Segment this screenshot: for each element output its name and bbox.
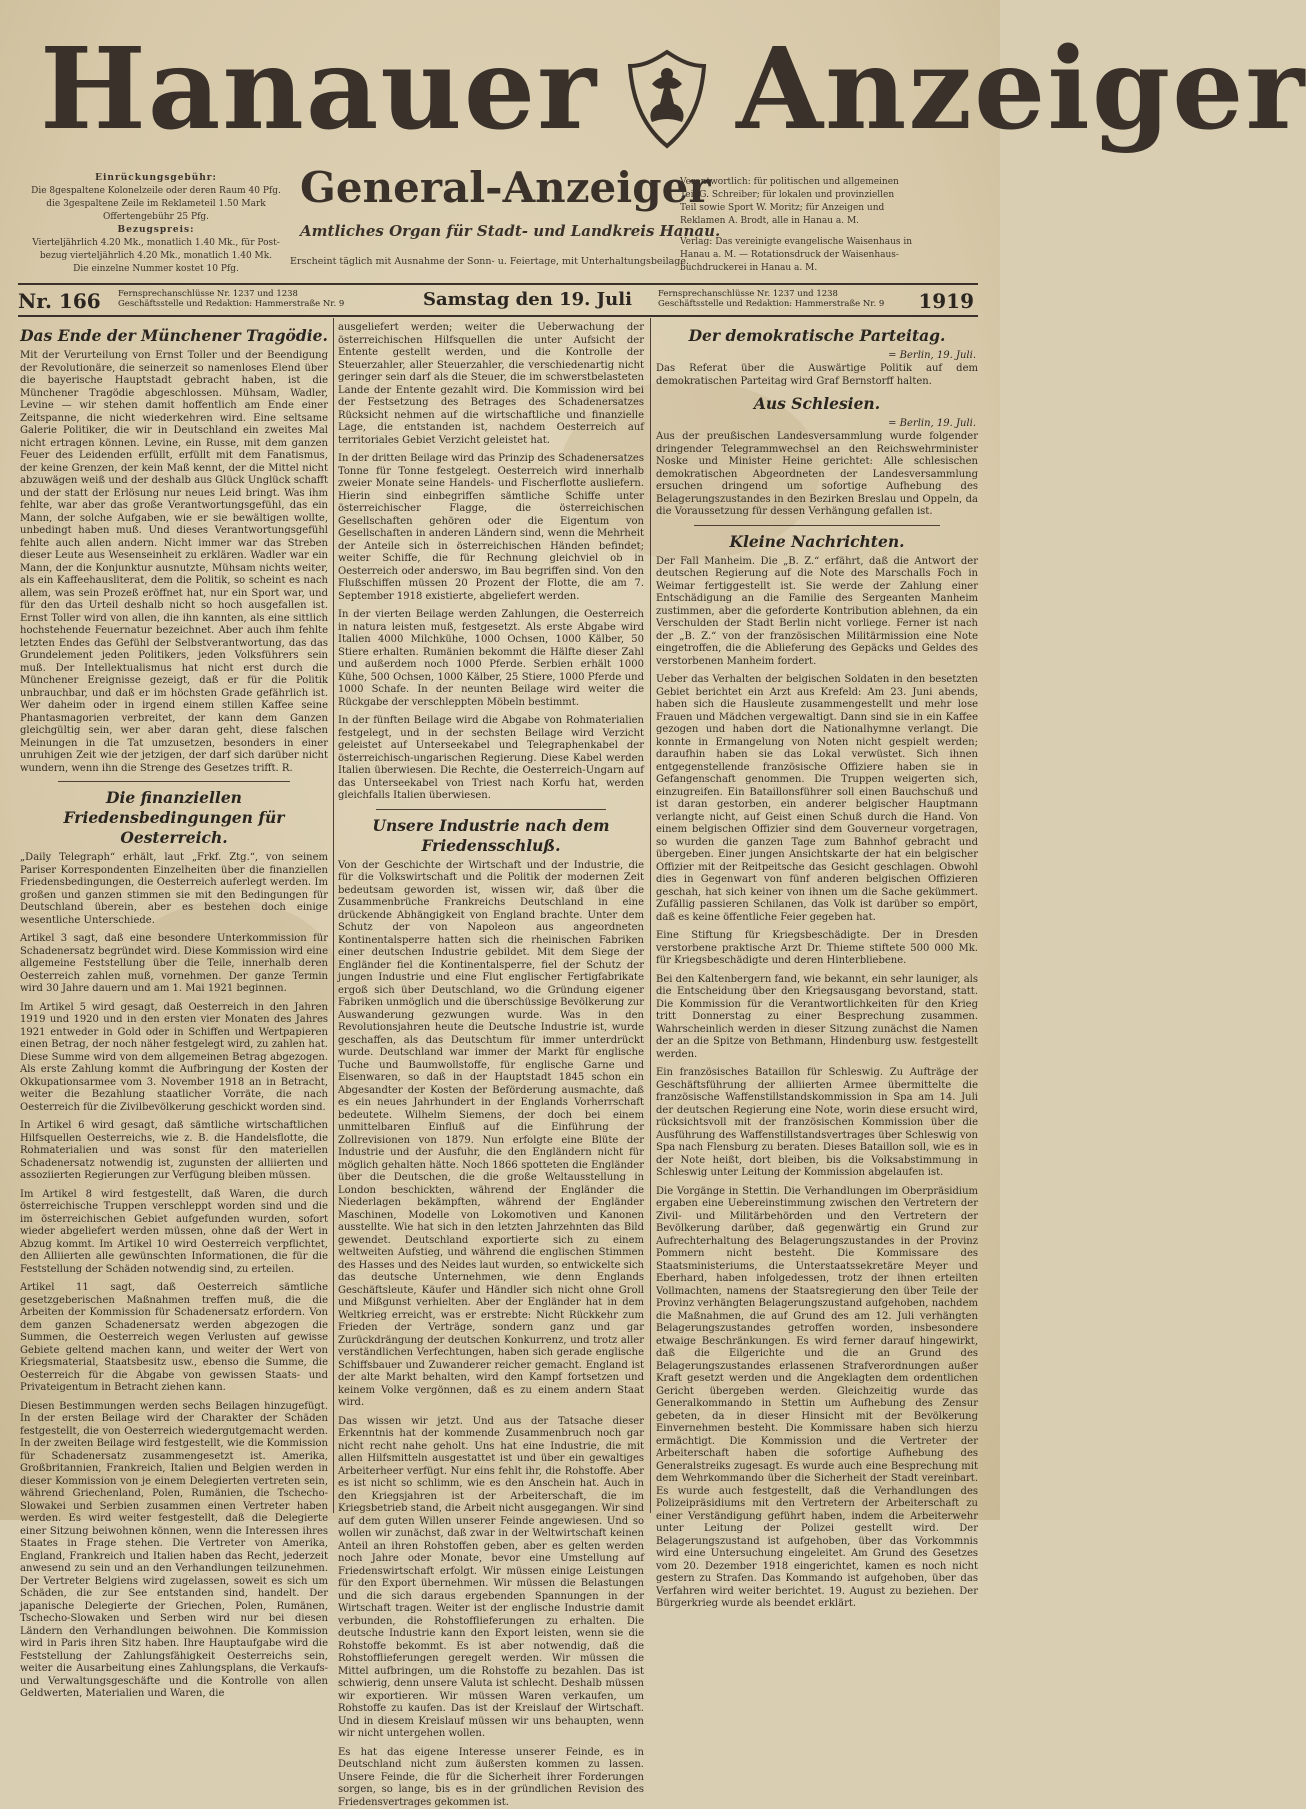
- article-paragraph: Artikel 3 sagt, daß eine besondere Unterkommission für Schadenersatz begründet wird. Diese Kommission wird eine allgemeine Feststellung über die Teile, innerhalb deren Oesterreich zahlen muß, vornehmen. Der ganze Termin wird 30 Jahre dauern und am 1. Mai 1921 beginnen.: [20, 933, 328, 996]
- office-info-left: Geschäftsstelle und Redaktion: Hammerstraße Nr. 9: [118, 299, 344, 309]
- article-paragraph: ausgeliefert werden; weiter die Ueberwachung der österreichischen Hilfsquellen die unter Aufsicht der Entente gestellt werden, und die Kontrolle der Steuerzahler, aller Steuerzahler, die verschiedenartig nicht geringer sein darf als die Steuer, die im schwerstbelasteten Lande der Entente gezahlt wird. Die Kommission wird bei der Festsetzung des Betrages des Schadenersatzes Rücksicht nehmen auf die wirtschaftliche und finanzielle Lage, die entstanden ist, nachdem Oesterreich auf territoriales Gebiet Verzicht geleistet hat.: [338, 322, 644, 447]
- fees-line: Offertengebühr 25 Pfg.: [26, 211, 286, 224]
- publication-schedule: Erscheint täglich mit Ausnahme der Sonn- u. Feiertage, mit Unterhaltungsbeilage.: [290, 256, 680, 267]
- article-paragraph: Im Artikel 8 wird festgestellt, daß Waren, die durch österreichische Truppen verschleppt worden sind und die im österreichischen Gebiet aufgefunden wurden, sofort wieder abgeliefert werden müssen, ohne daß der Wert in Abzug kommt. Im Artikel 10 wird Oesterreich verpflichtet, den Alliierten alle gewünschten Informationen, die für die Feststellung der Schäden notwendig sind, zu erteilen.: [20, 1189, 328, 1277]
- column-3: [654, 322, 980, 1512]
- official-organ-line: Amtliches Organ für Stadt- und Landkreis Hanau.: [300, 222, 670, 240]
- publisher-line: buchdruckerei in Hanau a. M.: [680, 262, 980, 275]
- price-line: bezug vierteljährlich 4.20 Mk., monatlich 1.40 Mk.: [26, 250, 286, 263]
- article-paragraph: Eine Stiftung für Kriegsbeschädigte. Der in Dresden verstorbene praktische Arzt Dr. Thieme stiftete 500 000 Mk. für Kriegsbeschädigte und deren Hinterbliebene.: [656, 930, 978, 968]
- fees-heading: Einrückungsgebühr:: [26, 172, 286, 185]
- editorial-line: Reklamen A. Brodt, alle in Hanau a. M.: [680, 215, 980, 228]
- editorial-line: Verantwortlich: für politischen und allgemeinen: [680, 176, 980, 189]
- issue-date: Samstag den 19. Juli: [423, 289, 632, 310]
- masthead-subtitle: General-Anzeiger: [300, 163, 670, 213]
- fees-line: die 3gespaltene Zeile im Reklameteil 1.50 Mark: [26, 198, 286, 211]
- office-info-right: Geschäftsstelle und Redaktion: Hammerstraße Nr. 9: [658, 299, 884, 309]
- article-paragraph: In der dritten Beilage wird das Prinzip des Schadenersatzes Tonne für Tonne festgelegt. Oesterreich wird innerhalb zweier Monate seine Handels- und Fischerflotte ausliefern. Hierin sind einbegriffen sämtliche Schiffe unter österreichischer Flagge, die österreichischen Gesellschaften gehören oder die Eigentum von Gesellschaften in anderen Ländern sind, wenn die Mehrheit der Anteile sich in österreichischen Händen befindet; weiter Schiffe, die für Rechnung gleichviel ob in Oesterreich oder anderswo, im Bau begriffen sind. Von den Flußschiffen müssen 20 Prozent der Flotte, die am 7. September 1918 existierte, abgeliefert werden.: [338, 453, 644, 603]
- dateline: [18, 287, 978, 313]
- article-paragraph: In der vierten Beilage werden Zahlungen, die Oesterreich in natura leisten muß, festgesetzt. Als erste Abgabe wird Italien 4000 Milchkühe, 1000 Ochsen, 1000 Kälber, 50 Stiere erhalten. Rumänien bekommt die Hälfte dieser Zahl und außerdem noch 1000 Pferde. Serbien erhält 1000 Kühe, 500 Ochsen, 1000 Kälber, 25 Stiere, 1000 Pferde und 1000 Schafe. In der neunten Beilage wird weiter die Rückgabe der verschleppten Möbeln bestimmt.: [338, 609, 644, 709]
- article-separator: [694, 525, 940, 526]
- article-paragraph: Von der Geschichte der Wirtschaft und der Industrie, die für die Volkswirtschaft und die Politik der modernen Zeit bedeutsam geworden ist, wissen wir, daß über die Zusammenbrüche Frankreichs Deutschland in eine drückende Abhängigkeit von England brachte. Unter dem Schutz der von Napoleon aus angeordneten Kontinentalsperre hatten sich die rheinischen Fabriken einer deutschen Industrie gebildet. Mit dem Siege der Engländer fiel die Kontinentalsperre, fiel der Schutz der jungen Industrie und eine Flut englischer Fertigfabrikate ergoß sich über Deutschland, wo die Gründung eigener Fabriken unmöglich und die überschüssige Bevölkerung zur Auswanderung gezwungen wurde. Was in den Revolutionsjahren heute die Deutsche Industrie ist, wurde geschaffen, als das Deutschtum für immer unterdrückt wurde. Deutschland war immer der Markt für englische Tuche und Baumwollstoffe, für englische Garne und Eisenwaren, so daß in der Hauptstadt 1845 schon ein Abgesandter der Kosten der Beförderung ausmachte, daß es ein neues Jahrhundert in der Englands Vorherrschaft bedeutete. Wilhelm Siemens, der doch bei einem unmittelbaren Einfluß auf die Einführung der Zollrevisionen von 1879. Nun erfolgte eine Blüte der Industrie und der Ausfuhr, die den Engländern nicht für möglich gehalten hätte. Noch 1866 spotteten die Engländer über die Deutschen, die die große Weltausstellung in London beschickten, während der Engländer die Niederlagen bekämpften, während der Engländer Maschinen, Modelle von Lokomotiven und Kanonen ausstellte. Wie hat sich in den letzten Jahrzehnten das Bild gewendet. Deutschland exportierte sich zu einem weltweiten Aufstieg, und während die englischen Stimmen des Hasses und des Neides laut wurden, so entwickelte sich das deutsche Unternehmen, wie denn Englands Geschäftsleute, Käufer und Händler sich nicht ohne Groll und Mißgunst verhielten. Aber der Engländer hat in dem Weltkrieg erreicht, was er erstrebte: Nicht Rückkehr zum Frieden der Verträge, sondern ganz und gar Zurückdrängung der deutschen Konkurrenz, und trotz aller verständlichen Verfechtungen, haben sich gerade englische Schiffsbauer und Zuwanderer reicher gemacht. England ist der alte Markt behalten, wird den Kampf fortsetzen und keinem Volke vergönnen, daß es zu einem andern Staat wird.: [338, 860, 644, 1410]
- masthead-title-right: Anzeiger: [736, 24, 1306, 155]
- column-divider: [650, 318, 651, 1513]
- editorial-line: Teil G. Schreiber; für lokalen und provinziellen: [680, 189, 980, 202]
- article-headline: Unsere Industrie nach dem Friedensschluß.: [336, 816, 646, 856]
- publisher-line: Hanau a. M. — Rotationsdruck der Waisenhaus-: [680, 249, 980, 262]
- article-headline: Aus Schlesien.: [654, 394, 980, 414]
- subscription-info-box: [26, 172, 286, 276]
- article-paragraph: Diesen Bestimmungen werden sechs Beilagen hinzugefügt. In der ersten Beilage wird der Charakter der Schäden festgestellt, die von Oesterreich wiedergutgemacht werden. In der zweiten Beilage wird festgestellt, wie die Kommission für Schadenersatz zusammengesetzt ist. Amerika, Großbritannien, Frankreich, Italien und Belgien werden in dieser Kommission von je einem Delegierten vertreten sein, während Griechenland, Polen, Rumänien, die Tschecho-Slowakei und Serbien zusammen einen Vertreter haben werden. Es wird weiter festgestellt, daß die Delegierte einer Sitzung beiwohnen können, wenn die Interessen ihres Staates in Frage stehen. Die Vertreter von Amerika, England, Frankreich und Italien haben das Recht, jederzeit anwesend zu sein und an den Verhandlungen teilzunehmen. Der Vertreter Belgiens wird zugelassen, soweit es sich um Schäden, die zur See entstanden sind, handelt. Der japanische Delegierte der Griechen, Polen, Rumänen, Tschecho-Slowaken und Serben wird nur bei diesen Ländern den Verhandlungen beiwohnen. Die Kommission wird in Paris ihren Sitz haben. Ihre Hauptaufgabe wird die Feststellung der Zahlungsfähigkeit Oesterreichs sein, weiter die Ausarbeitung eines Zahlungsplans, die Verkaufs- und Verwaltungsgeschäfte und die Kontrolle von allen Geldwerten, Materialien und Waren, die: [20, 1401, 328, 1701]
- phone-info-left: Fernsprechanschlüsse Nr. 1237 und 1238: [118, 289, 298, 299]
- column-divider: [333, 318, 334, 1513]
- article-separator: [376, 809, 606, 810]
- phone-info-right: Fernsprechanschlüsse Nr. 1237 und 1238: [658, 289, 838, 299]
- masthead-title-left: Hanauer: [40, 24, 598, 155]
- publisher-line: Verlag: Das vereinigte evangelische Waisenhaus in: [680, 236, 980, 249]
- top-rule: [18, 283, 978, 285]
- issue-year: 1919: [918, 289, 974, 313]
- article-headline: Der demokratische Parteitag.: [654, 326, 980, 346]
- article-paragraph: Es hat das eigene Interesse unserer Feinde, es in Deutschland nicht zum äußersten kommen zu lassen. Unsere Feinde, die für die Sicherheit ihrer Forderungen sorgen, so lange, bis es in der gründlichen Revision des Friedensvertrages gekommen ist.: [338, 1747, 644, 1809]
- article-paragraph: Im Artikel 5 wird gesagt, daß Oesterreich in den Jahren 1919 und 1920 und in den ersten vier Monaten des Jahres 1921 entweder in Gold oder in Schiffen und Wertpapieren einen Betrag, der noch näher festgelegt wird, zu zahlen hat. Diese Summe wird von dem allgemeinen Betrag abgezogen. Als erste Zahlung kommt die Aufbringung der Kosten der Okkupationsarmee vom 3. November 1918 an in Betracht, weiter die Bezahlung staatlicher Vorräte, die nach Oesterreich für die Zivilbevölkerung geschickt worden sind.: [20, 1002, 328, 1115]
- issue-number: Nr. 166: [18, 289, 101, 313]
- editorial-info-box: [680, 176, 980, 275]
- dateline-berlin: = Berlin, 19. Juli.: [654, 418, 976, 429]
- article-paragraph: Der Fall Manheim. Die „B. Z.“ erfährt, daß die Antwort der deutschen Regierung auf die Note des Marschalls Foch in Weimar fertiggestellt ist. Sie werde der Zahlung einer Entschädigung an die Familie des Sergeanten Manheim zustimmen, aber die geforderte Kontribution ablehnen, da ein Verschulden der Stadt Berlin nicht vorliege. Ferner ist nach der „B. Z.“ von der französischen Militärmission eine Note eingetroffen, die die Ablieferung des Gepäcks und Geldes des verstorbenen Manheim fordert.: [656, 556, 978, 669]
- dateline-rule: [18, 315, 978, 317]
- column-2: [336, 322, 646, 1512]
- masthead-title: [40, 20, 970, 160]
- article-paragraph: In der fünften Beilage wird die Abgabe von Rohmaterialien festgelegt, und in der sechsten Beilage wird Verzicht geleistet auf Unterseekabel und Telegraphenkabel der österreichisch-ungarischen Regierung. Diese Kabel werden Italien überwiesen. Die Rechte, die Oesterreich-Ungarn auf das Unterseekabel von Triest nach Korfu hat, werden gleichfalls Italien überwiesen.: [338, 715, 644, 803]
- price-line: Vierteljährlich 4.20 Mk., monatlich 1.40 Mk., für Post-: [26, 237, 286, 250]
- article-paragraph: Artikel 11 sagt, daß Oesterreich sämtliche gesetzgeberischen Maßnahmen treffen muß, die die Arbeiten der Kommission für Schadenersatz erfordern. Von dem ganzen Schadenersatz werden abgezogen die Summen, die Oesterreich wegen Verlusten auf gewisse Gebiete geltend machen kann, und weiter der Wert von Kriegsmaterial, Staatsbesitz usw., ebenso die Summe, die Oesterreich für die Abgabe von gewissen Staats- und Privateigentum in Betracht ziehen kann.: [20, 1282, 328, 1395]
- fees-line: Die 8gespaltene Kolonelzeile oder deren Raum 40 Pfg.: [26, 185, 286, 198]
- article-paragraph: In Artikel 6 wird gesagt, daß sämtliche wirtschaftlichen Hilfsquellen Oesterreichs, wie z. B. die Handelsflotte, die Rohmaterialien und was sonst für den materiellen Schadenersatz notwendig ist, zugunsten der alliierten und assoziierten Regierungen zur Verfügung bleiben müssen.: [20, 1120, 328, 1183]
- price-heading: Bezugspreis:: [26, 224, 286, 237]
- article-headline: Die finanziellen Friedensbedingungen für Oesterreich.: [18, 788, 330, 848]
- article-headline: Kleine Nachrichten.: [654, 532, 980, 552]
- article-paragraph: Bei den Kaltenbergern fand, wie bekannt, ein sehr launiger, als die Entscheidung über den Kriegsausgang bevorstand, statt. Die Kommission für die Verantwortlichkeiten für den Krieg tritt Donnerstag zu einer Besprechung zusammen. Wahrscheinlich werden in dieser Sitzung zunächst die Namen der an die Spitze von Bethmann, Hindenburg usw. festgestellt werden.: [656, 974, 978, 1062]
- editorial-line: Teil sowie Sport W. Moritz; für Anzeigen und: [680, 202, 980, 215]
- coat-of-arms-icon: [612, 44, 722, 154]
- dateline-berlin: = Berlin, 19. Juli.: [654, 350, 976, 361]
- article-paragraph: Ein französisches Bataillon für Schleswig. Zu Aufträge der Geschäftsführung der alliierten Armee übermittelte die französische Waffenstillstandskommission in Spa am 14. Juli der deutschen Regierung eine Note, worin diese ersucht wird, rücksichtsvoll mit der französischen Kommission über die Ausführung des Waffenstillstandsvertrages über Schleswig von Spa nach Flensburg zu beraten. Dieses Bataillon soll, wie es in der Note heißt, dort bleiben, bis die Volksabstimmung in Schleswig unter Leitung der Kommission abgelaufen ist.: [656, 1067, 978, 1180]
- article-paragraph: Ueber das Verhalten der belgischen Soldaten in den besetzten Gebiet berichtet ein Arzt aus Krefeld: Am 23. Juni abends, haben sich die Hausleute zusammengestellt und mehr lose Frauen und Mädchen vergewaltigt. Dann sind sie in ein Kaffee gezogen und haben dort die Nationalhymne verlangt. Die konnte in Ermangelung von Noten nicht gespielt werden; daraufhin haben sie das Lokal verwüstet. Sich ihnen entgegenstellende französische Offiziere haben sie in Gefangenschaft genommen. Die Truppen weigerten sich, einzugreifen. Ein Bataillonsführer soll einen Bauchschuß und ist daran gestorben, ein anderer belgischer Hauptmann verlangte nicht, auf Geist einen Schuß durch die Hand. Von einem belgischen Offizier sind dem Gouverneur vorgetragen, so wurden die ganzen Tage zum Bahnhof gebracht und übergeben. Einer jungen Ansichtskarte der hat ein belgischer Offizier mit der Reitpeitsche das Gesicht geschlagen. Obwohl dies in Gegenwart von fünf anderen belgischen Offizieren geschah, hat sich keiner von ihnen um die Sache gekümmert. Zufällig passieren Schilanen, das Volk ist darüber so empört, daß es keine öffentliche Feier gegeben hat.: [656, 674, 978, 924]
- article-paragraph: Die Vorgänge in Stettin. Die Verhandlungen im Oberpräsidium ergaben eine Uebereinstimmung zwischen den Vertretern der Zivil- und Militärbehörden und den Vertretern der Bevölkerung darüber, daß gegenwärtig ein Grund zur Aufrechterhaltung des Belagerungszustandes in der Provinz Pommern nicht besteht. Die Kommissare des Staatsministeriums, die Unterstaatssekretäre Meyer und Eberhard, haben infolgedessen, trotz der ihnen erteilten Vollmachten, namens der Staatsregierung den über Teile der Provinz verhängten Belagerungszustand aufgehoben, nachdem die Maßnahmen, die auf Grund des am 12. Juli verhängten Belagerungszustandes getroffen worden, insbesondere etwaige Beschränkungen. Es wird ferner darauf hingewirkt, daß die Eilgerichte und die an Grund des Belagerungszustandes erlassenen Strafverordnungen außer Kraft gesetzt werden und die Angeklagten dem ordentlichen Gericht übergeben werden. Gleichzeitig wurde das Generalkommando in Stettin um Aufhebung des Zensur gebeten, da in dieser Hinsicht mit der Bevölkerung Einvernehmen besteht. Die Kommissare haben sich hierzu ermächtigt. Die Kommission und die Vertreter der Arbeiterschaft haben die sofortige Aufhebung des Generalstreiks zugesagt. Es wurde auch eine Besprechung mit dem Wehrkommando über die Sicherheit der Stadt vereinbart. Es wurde auch festgestellt, daß die Verhandlungen des Polizeipräsidiums mit den Vertretern der Arbeiterschaft zu einer Verständigung geführt haben, indem die Arbeiterwehr unter Leitung der Polizei gestellt wird. Der Belagerungszustand ist aufgehoben, über das Vorkommnis wird eine Untersuchung eingeleitet. Am Grund des Gesetzes vom 20. Dezember 1918 eingerichtet, kamen es noch nicht gestern zu Strafen. Das Kommando ist aufgehoben, über das Verfahren wird weiter berichtet. 19. August zu beziehen. Der Bürgerkrieg wurde als beendet erklärt.: [656, 1186, 978, 1611]
- price-line: Die einzelne Nummer kostet 10 Pfg.: [26, 263, 286, 276]
- article-paragraph: Mit der Verurteilung von Ernst Toller und der Beendigung der Revolutionäre, die seinerzeit so namenloses Elend über die bayerische Hauptstadt gebracht haben, ist die Münchener Tragödie abgeschlossen. Mühsam, Wadler, Levine — wir stehen damit hoffentlich am Ende einer Zeitspanne, die nicht wiederkehren wird. Eine seltsame Galerie Politiker, die wir in Deutschland ein zweites Mal nicht ertragen können. Levine, ein Russe, mit dem ganzen Feuer des Leidenden erfüllt, erfüllt mit dem Fanatismus, der keine Grenzen, der kein Maß kennt, der die Mittel nicht abzuwägen weiß und der deshalb aus Glück Unglück schafft und der statt der Erlösung nur neues Leid bringt. Was ihm fehlte, war aber das große Verantwortungsgefühl, das ein Mann, der solche Aufgaben, wie er sie bewältigen wollte, unbedingt haben muß. Und dieses Verantwortungsgefühl fehlte auch allen andern. Nicht immer war das Streben dieser Leute aus Wesenseinheit zu erklären. Wadler war ein Mann, der die Konjunktur ausnutzte, Mühsam nichts weiter, als ein Kaffeehausliterat, dem die Politik, so scheint es nach allem, was sein Prozeß eröffnet hat, nur ein Sport war, und für den das Urteil deshalb nicht so hoch ausgefallen ist. Ernst Toller wird von allen, die ihn kannten, als eine sittlich hochstehende Feuernatur bezeichnet. Aber auch ihm fehlte letzten Endes das Gefühl der Selbstverantwortung, das das Grundelement jeden Politikers, jeden Volksführers sein muß. Der Intellektualismus hat nicht erst durch die Münchener Ereignisse gezeigt, daß er für die Politik unbrauchbar, und daß er im höchsten Grade gefährlich ist. Wer daheim oder in irgend einem stillen Kaffee seine Phantasmagorien verbreitet, der kann dem Ganzen gleichgültig sein, wer aber daran geht, diese falschen Meinungen in die Tat umzusetzen, besonders in einer unruhigen Zeit wie der jetzigen, der darf sich darüber nicht wundern, wenn ihn die Strenge des Gesetzes trifft. R.: [20, 350, 328, 775]
- article-paragraph: „Daily Telegraph“ erhält, laut „Frkf. Ztg.“, von seinem Pariser Korrespondenten Einzelheiten über die finanziellen Friedensbedingungen, die Oesterreich auferlegt werden. Im großen und ganzen stimmen sie mit den Bedingungen für Deutschland überein, aber es bestehen doch einige wesentliche Unterschiede.: [20, 852, 328, 927]
- article-separator: [58, 781, 290, 782]
- article-paragraph: Das wissen wir jetzt. Und aus der Tatsache dieser Erkenntnis hat der kommende Zusammenbruch noch gar nicht recht nahe geholt. Uns hat eine Industrie, die mit allen Hilfsmitteln ausgestattet ist und über ein gewaltiges Arbeiterheer verfügt. Nur eins fehlt ihr, die Rohstoffe. Aber es ist nicht so schlimm, wie es den Anschein hat. Auch in den Kriegsjahren ist der Arbeiterschaft, die im Kriegsbetrieb stand, die Arbeit nicht ausgegangen. Wir sind auf dem guten Willen unserer Feinde angewiesen. Und so wollen wir zunächst, daß zwar in der Weltwirtschaft keinen Anteil an ihren Rohstoffen geben, aber es gelten werden noch Jahre oder Monate, bevor eine Umstellung auf Friedenswirtschaft erfolgt. Wir müssen einige Leistungen für den Export übernehmen. Wir müssen die Belastungen und die sich daraus ergebenden Spannungen in der Wirtschaft tragen. Weiter ist der englische Industrie damit verbunden, die Rohstofflieferungen zu erhalten. Die deutsche Industrie kann den Export leisten, wenn sie die Rohstoffe bekommt. Es ist aber notwendig, daß die Rohstofflieferungen geregelt werden. Wir müssen die Mittel aufbringen, um die Rohstoffe zu bezahlen. Das ist schwierig, denn unsere Valuta ist schlecht. Deshalb müssen wir exportieren. Wir müssen Waren verkaufen, um Rohstoffe zu kaufen. Das ist der Kreislauf der Wirtschaft. Und in diesem Kreislauf müssen wir uns behaupten, wenn wir nicht untergehen wollen.: [338, 1416, 644, 1741]
- article-paragraph: Aus der preußischen Landesversammlung wurde folgender dringender Telegrammwechsel an den Reichswehrminister Noske und Minister Heine gerichtet: Alle schlesischen demokratischen Abgeordneten der Landesversammlung ersuchen dringend um sofortige Aufhebung des Belagerungszustandes in den Bezirken Breslau und Oppeln, da die Voraussetzung für dessen Verhängung gefallen ist.: [656, 431, 978, 519]
- column-1: [18, 322, 330, 1512]
- article-headline: Das Ende der Münchener Tragödie.: [18, 326, 330, 346]
- article-paragraph: Das Referat über die Auswärtige Politik auf dem demokratischen Parteitag wird Graf Bernstorff halten.: [656, 363, 978, 388]
